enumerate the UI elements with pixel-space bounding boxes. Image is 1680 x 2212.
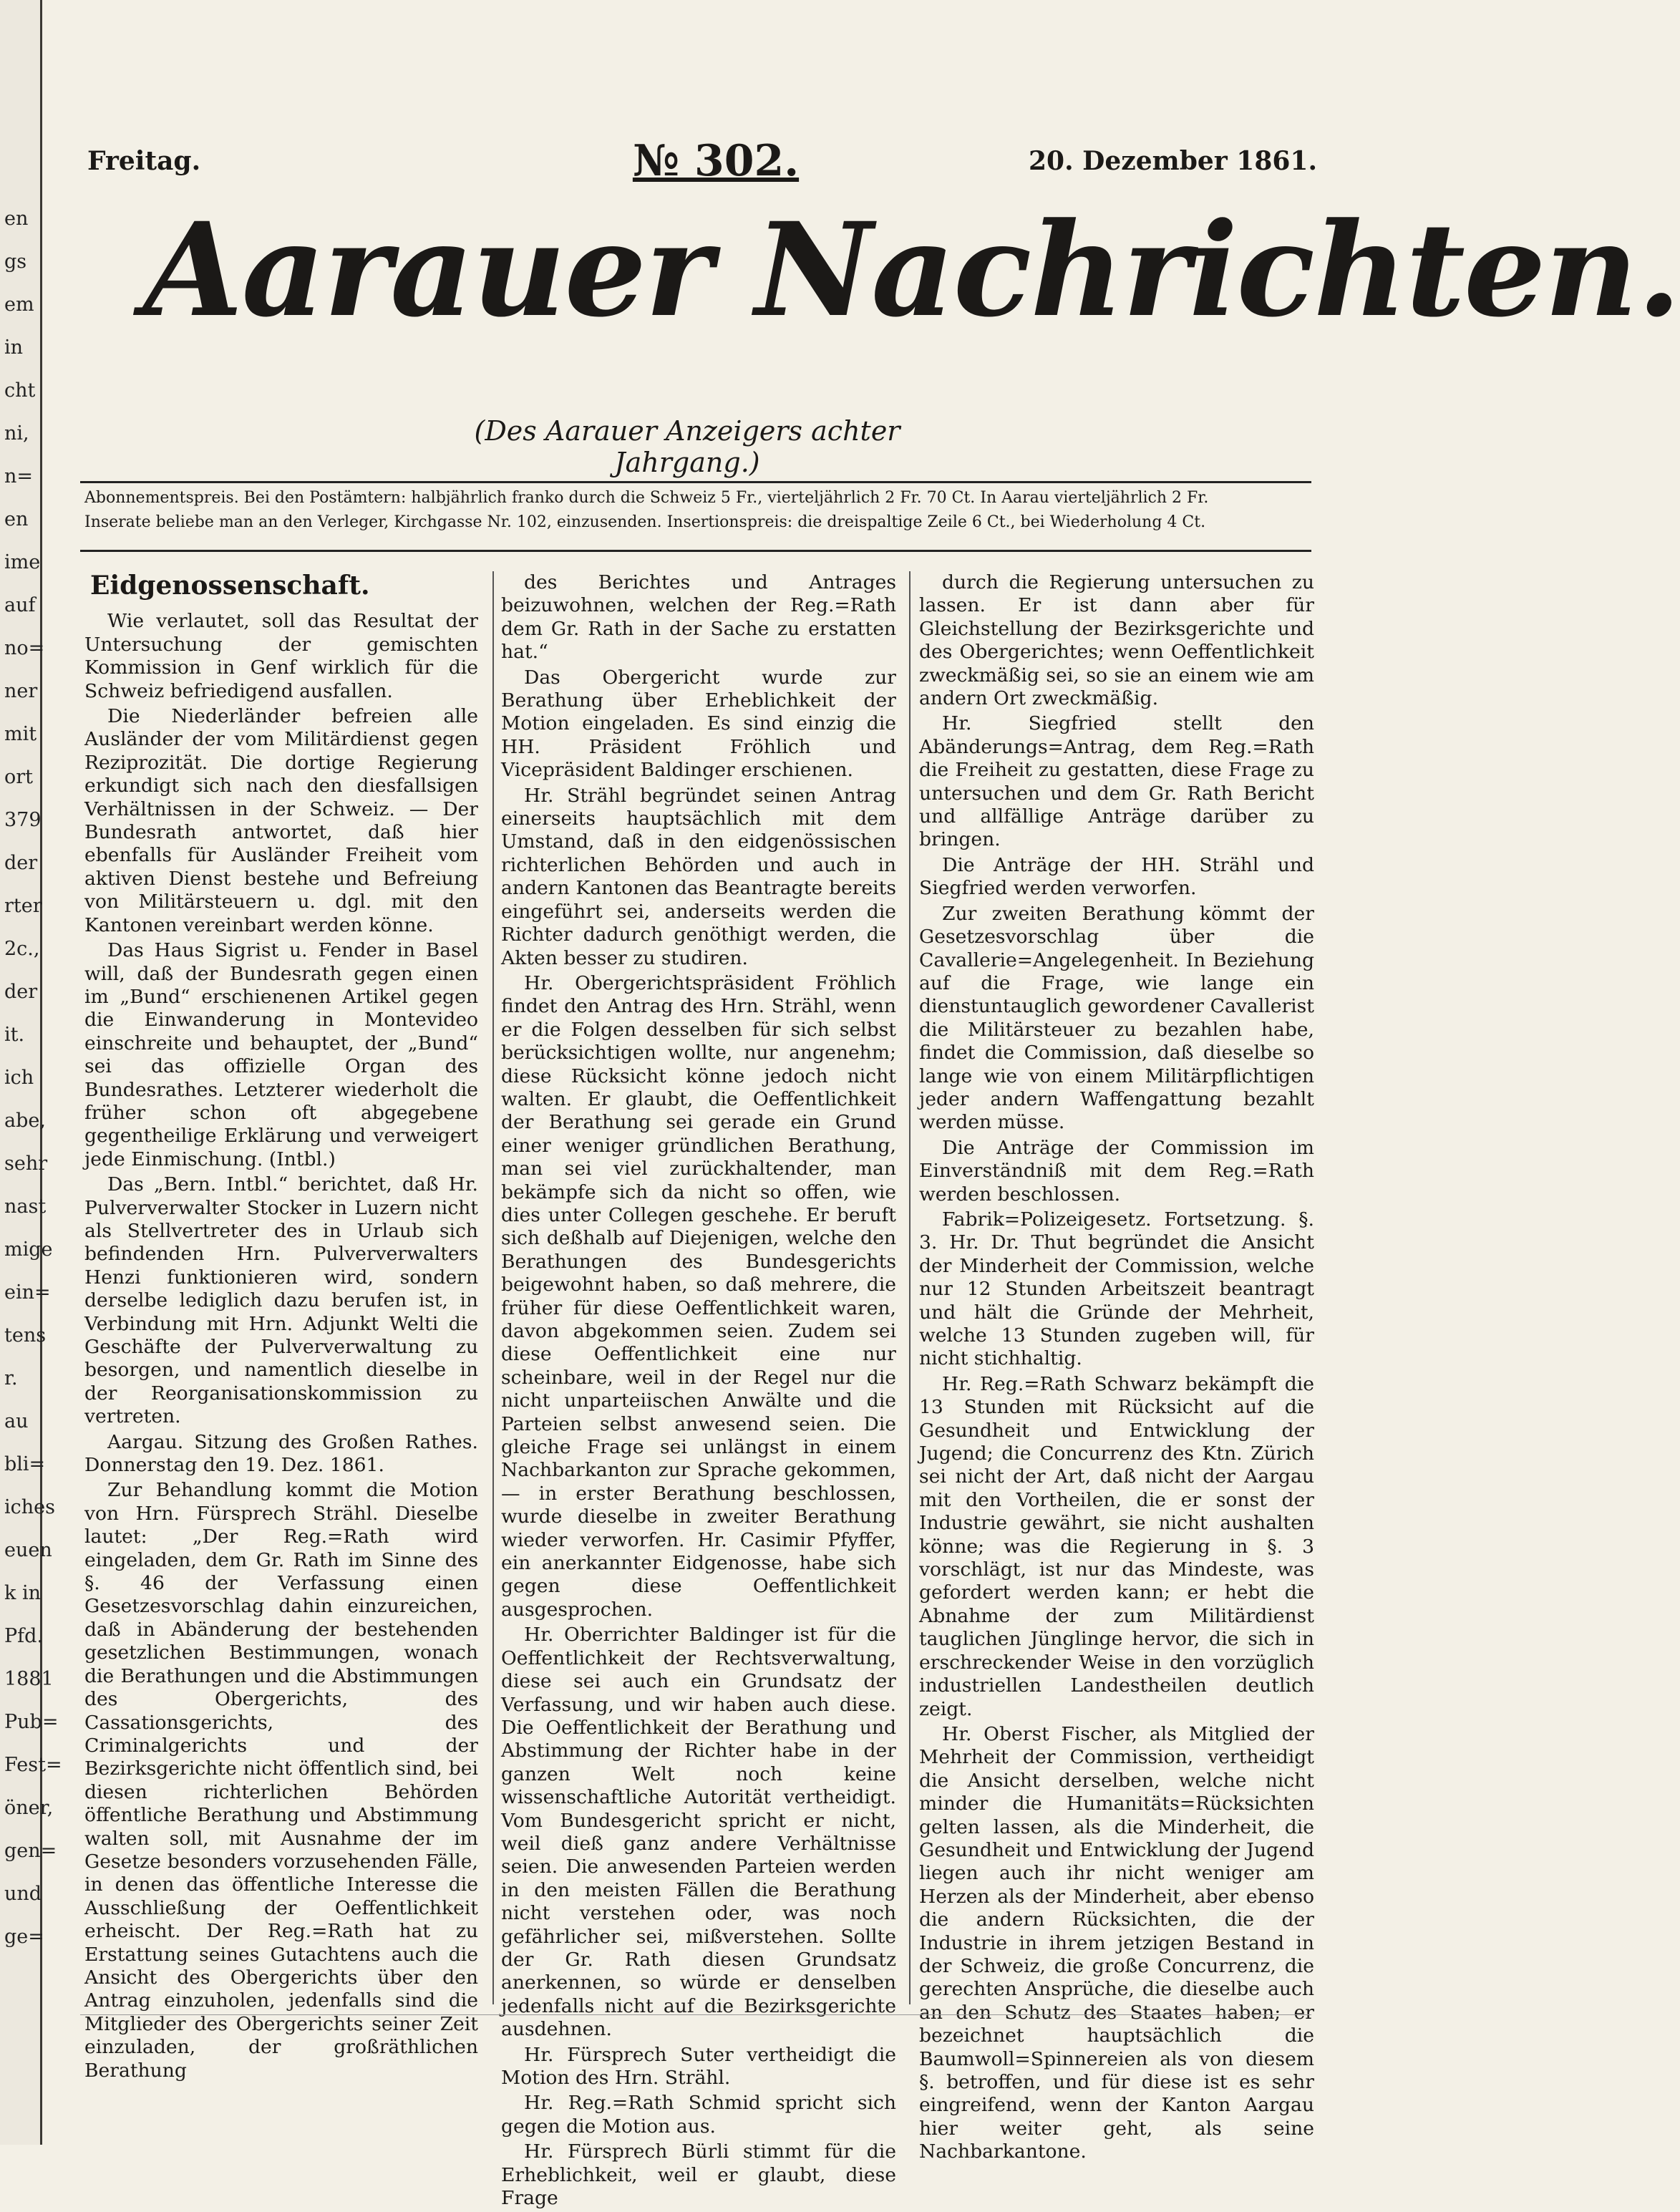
masthead-rule-top	[80, 481, 1311, 483]
article-paragraph: Hr. Reg.=Rath Schmid spricht sich gegen die Motion aus.	[501, 2092, 896, 2138]
margin-fragment: euen	[4, 1539, 52, 1561]
column-1	[84, 571, 478, 2085]
column-3	[919, 571, 1314, 2166]
margin-fragment: rter	[4, 895, 42, 917]
column-2	[501, 571, 896, 2212]
article-paragraph: Das „Bern. Intbl.“ berichtet, daß Hr. Pulververwalter Stocker in Luzern nicht als Stellvertreter des in Urlaub sich befindenden Hrn. Pulververwalters Henzi funktionieren wird, sondern derselbe lediglich dazu berufen ist, in Verbindung mit Hrn. Adjunkt Welti die Geschäfte der Pulververwaltung zu besorgen, und namentlich dieselbe in der Reorganisationskommission zu vertreten.	[84, 1173, 478, 1428]
article-paragraph: Die Anträge der Commission im Einverständniß mit dem Reg.=Rath werden beschlossen.	[919, 1136, 1314, 1206]
article-paragraph: Hr. Strähl begründet seinen Antrag einerseits hauptsächlich mit dem Umstand, daß in den eidgenössischen richterlichen Behörden und auch in andern Kantonen das Beantragte bereits eingeführt sei, anderseits werden die Richter dadurch genöthigt werden, die Akten besser zu studiren.	[501, 784, 896, 969]
article-paragraph: Hr. Siegfried stellt den Abänderungs=Antrag, dem Reg.=Rath die Freiheit zu gestatten, diese Frage zu untersuchen und dem Gr. Rath Bericht und allfällige Anträge darüber zu bringen.	[919, 712, 1314, 851]
margin-fragment: gen=	[4, 1840, 57, 1862]
article-paragraph: Aargau. Sitzung des Großen Rathes. Donnerstag den 19. Dez. 1861.	[84, 1430, 478, 1477]
margin-fragment: cht	[4, 379, 36, 402]
margin-fragment: Pub=	[4, 1711, 59, 1733]
margin-fragment: ner	[4, 680, 38, 702]
subscription-line-2: Inserate beliebe man an den Verleger, Kirchgasse Nr. 102, einzusenden. Insertionspreis: die dreispaltige Zeile 6 Ct., bei Wiederholung 4 Ct.	[84, 513, 1206, 531]
newspaper-subtitle: (Des Aarauer Anzeigers achter Jahrgang.)	[474, 415, 900, 478]
margin-fragment: ge=	[4, 1926, 44, 1948]
article-paragraph: Zur zweiten Berathung kömmt der Gesetzesvorschlag über die Cavallerie=Angelegenheit. In Beziehung auf die Frage, wie lange ein dienstuntauglich gewordener Cavallerist die Militärsteuer zu bezahlen habe, findet die Commission, daß dieselbe so lange wie von einem Militärpflichtigen jeder andern Waffengattung bezahlt werden müsse.	[919, 902, 1314, 1134]
article-paragraph: Die Anträge der HH. Strähl und Siegfried werden verworfen.	[919, 853, 1314, 900]
newspaper-title: Aarauer Nachrichten.	[143, 195, 1680, 346]
margin-fragment: Fest=	[4, 1754, 62, 1776]
margin-fragment: sehr	[4, 1153, 48, 1175]
margin-fragment: iches	[4, 1496, 55, 1518]
margin-fragment: n=	[4, 465, 34, 487]
margin-fragment: ni,	[4, 422, 29, 445]
margin-fragment: no=	[4, 637, 45, 659]
margin-fragment: 1881	[4, 1668, 54, 1690]
margin-fragment: ein=	[4, 1281, 51, 1304]
column-separator-1	[492, 571, 494, 2004]
margin-fragment: und	[4, 1883, 42, 1905]
article-paragraph: Wie verlautet, soll das Resultat der Untersuchung der gemischten Kommission in Genf wirklich für die Schweiz befriedigend ausfallen.	[84, 610, 478, 702]
page-bottom-rule	[80, 2014, 1311, 2015]
margin-fragment: em	[4, 294, 34, 316]
margin-fragment: mige	[4, 1238, 53, 1261]
margin-fragment: nast	[4, 1195, 47, 1218]
margin-fragment: en	[4, 208, 29, 230]
margin-fragment: Pfd.	[4, 1625, 44, 1647]
margin-fragment: gs	[4, 251, 27, 273]
margin-fragment: r.	[4, 1367, 18, 1389]
margin-fragment: ort	[4, 766, 34, 788]
margin-fragment: tens	[4, 1324, 47, 1347]
masthead-rule-bottom	[80, 550, 1311, 552]
margin-fragment: au	[4, 1410, 29, 1432]
article-paragraph: Hr. Obergerichtspräsident Fröhlich findet den Antrag des Hrn. Strähl, wenn er die Folgen desselben für sich selbst berücksichtigen wollte, nur angenehm; diese Rücksicht könne jedoch nicht walten. Er glaubt, die Oeffentlichkeit der Berathung sei gerade ein Grund einer weniger gründlichen Berathung, man sei viel zurückhaltender, man bekämpfe sich da nicht so offen, wie dies unter Collegen geschehe. Er beruft sich deßhalb auf Diejenigen, welche den Berathungen des Bundesgerichts beigewohnt haben, so daß mehrere, die früher für diese Oeffentlichkeit waren, davon abgekommen seien. Zudem sei diese Oeffentlichkeit eine nur scheinbare, weil in der Regel nur die nicht unparteiischen Anwälte und die Parteien selbst anwesend seien. Die gleiche Frage sei unlängst in einem Nachbarkanton zur Sprache gekommen, — in erster Berathung beschlossen, wurde dieselbe in zweiter Berathung wieder verworfen. Hr. Casimir Pfyffer, ein anerkannter Eidgenosse, habe sich gegen diese Oeffentlichkeit ausgesprochen.	[501, 971, 896, 1621]
issue-number: № 302.	[632, 136, 800, 186]
margin-fragment: en	[4, 508, 29, 530]
article-paragraph: Hr. Fürsprech Suter vertheidigt die Motion des Hrn. Strähl.	[501, 2043, 896, 2089]
margin-fragment: abe,	[4, 1110, 46, 1132]
masthead-day: Freitag.	[87, 146, 201, 176]
article-paragraph: Die Niederländer befreien alle Ausländer der vom Militärdienst gegen Reziprozität. Die dortige Regierung erkundigt sich nach den diesfallsigen Verhältnissen in der Schweiz. — Der Bundesrath antwortet, daß hier ebenfalls für Ausländer Freiheit vom aktiven Dienst bestehe und Befreiung von Militärsteuern u. dgl. mit den Kantonen vereinbart werden könne.	[84, 705, 478, 936]
margin-fragment: ime	[4, 551, 41, 573]
margin-fragment: mit	[4, 723, 37, 745]
article-paragraph: durch die Regierung untersuchen zu lassen. Er ist dann aber für Gleichstellung der Bezirksgerichte und des Obergerichtes; wenn Oeffentlichkeit zweckmäßig sei, so sie an einem wie am andern Ort zweckmäßig.	[919, 571, 1314, 710]
margin-fragment: ich	[4, 1067, 34, 1089]
article-paragraph: Zur Behandlung kommt die Motion von Hrn. Fürsprech Strähl. Dieselbe lautet: „Der Reg.=Rath wird eingeladen, dem Gr. Rath im Sinne des §. 46 der Verfassung einen Gesetzesvorschlag dahin einzureichen, daß in Abänderung der bestehenden gesetzlichen Bestimmungen, wonach die Berathungen und die Abstimmungen des Obergerichts, des Cassationsgerichts, des Criminalgerichts und der Bezirksgerichte nicht öffentlich sind, bei diesen richterlichen Behörden öffentliche Berathung und Abstimmung walten soll, mit Ausnahme der im Gesetze besonders vorzusehenden Fälle, in denen das öffentliche Interesse die Ausschließung der Oeffentlichkeit erheischt. Der Reg.=Rath hat zu Erstattung seines Gutachtens auch die Ansicht des Obergerichts über den Antrag einzuholen, jedenfalls sind die Mitglieder des Obergerichts seiner Zeit einzuladen, der großräthlichen Berathung	[84, 1479, 478, 2082]
article-paragraph: Hr. Oberrichter Baldinger ist für die Oeffentlichkeit der Rechtsverwaltung, diese sei auch ein Grundsatz der Verfassung, und wir haben auch diese. Die Oeffentlichkeit der Berathung und Abstimmung der Richter habe in der ganzen Welt noch keine wissenschaftliche Autorität vertheidigt. Vom Bundesgericht spricht er nicht, weil dieß ganz andere Verhältnisse seien. Die anwesenden Parteien werden in den meisten Fällen die Berathung nicht verstehen oder, was noch gefährlicher sei, mißverstehen. Sollte der Gr. Rath diesen Grundsatz anerkennen, so würde er denselben jedenfalls nicht auf die Bezirksgerichte ausdehnen.	[501, 1624, 896, 2041]
margin-fragment: 379	[4, 809, 42, 831]
subscription-line-1: Abonnementspreis. Bei den Postämtern: halbjährlich franko durch die Schweiz 5 Fr., vierteljährlich 2 Fr. 70 Ct. In Aarau vierteljährlich 2 Fr.	[84, 489, 1209, 507]
margin-fragment: k in	[4, 1582, 41, 1604]
margin-fragment: öner,	[4, 1797, 54, 1819]
article-paragraph: Fabrik=Polizeigesetz. Fortsetzung. §. 3. Hr. Dr. Thut begründet die Ansicht der Minderheit der Commission, welche nur 12 Stunden Arbeitszeit beantragt und hält die Gründe der Mehrheit, welche 13 Stunden zugeben will, für nicht stichhaltig.	[919, 1208, 1314, 1370]
article-paragraph: des Berichtes und Antrages beizuwohnen, welchen der Reg.=Rath dem Gr. Rath in der Sache zu erstatten hat.“	[501, 571, 896, 664]
margin-fragment: it.	[4, 1024, 25, 1046]
article-paragraph: Das Obergericht wurde zur Berathung über Erheblichkeit der Motion eingeladen. Es sind einzig die HH. Präsident Fröhlich und Vicepräsident Baldinger erschienen.	[501, 666, 896, 782]
article-paragraph: Hr. Fürsprech Bürli stimmt für die Erheblichkeit, weil er glaubt, diese Frage	[501, 2140, 896, 2210]
column-separator-2	[909, 571, 911, 2004]
margin-fragment: 2c.,	[4, 938, 40, 960]
margin-fragment: bli=	[4, 1453, 46, 1475]
article-paragraph: Das Haus Sigrist u. Fender in Basel will, daß der Bundesrath gegen einen im „Bund“ erschienenen Artikel gegen die Einwanderung in Montevideo einschreite und behauptet, der „Bund“ sei das offizielle Organ des Bundesrathes. Letzterer wiederholt die früher schon oft abgegebene gegentheilige Erklärung und verweigert jede Einmischung. (Intbl.)	[84, 939, 478, 1170]
masthead-date: 20. Dezember 1861.	[1028, 146, 1317, 176]
margin-fragment: der	[4, 852, 38, 874]
article-paragraph: Hr. Reg.=Rath Schwarz bekämpft die 13 Stunden mit Rücksicht auf die Gesundheit und Entwicklung der Jugend; die Concurrenz des Ktn. Zürich sei nicht der Art, daß nicht der Aargau mit den Vortheilen, die er sonst der Industrie gewährt, sie nicht aushalten könne; was die Regierung in §. 3 vorschlägt, ist nur das Mindeste, was gefordert werden kann; er hebt die Abnahme der zum Militärdienst tauglichen Jünglinge hervor, die sich in erschreckender Weise in den vorzüglich industriellen Landestheilen deutlich zeigt.	[919, 1372, 1314, 1720]
margin-fragment: auf	[4, 594, 36, 616]
article-paragraph: Hr. Oberst Fischer, als Mitglied der Mehrheit der Commission, vertheidigt die Ansicht derselben, welche nicht minder die Humanitäts=Rücksichten gelten lassen, als die Minderheit, die Gesundheit und Entwicklung der Jugend liegen auch ihr nicht weniger am Herzen als der Minderheit, aber ebenso die andern Rücksichten, die der Industrie in ihrem jetzigen Bestand in der Schweiz, die große Concurrenz, die gerechten Ansprüche, die dieselbe auch an den Schutz des Staates haben; er bezeichnet hauptsächlich die Baumwoll=Spinnereien als von diesem §. betroffen, und für diese ist es sehr eingreifend, wenn der Kanton Aargau hier weiter geht, als seine Nachbarkantone.	[919, 1722, 1314, 2163]
margin-fragment: der	[4, 981, 38, 1003]
margin-fragment: in	[4, 336, 24, 359]
section-heading: Eidgenossenschaft.	[90, 571, 370, 601]
